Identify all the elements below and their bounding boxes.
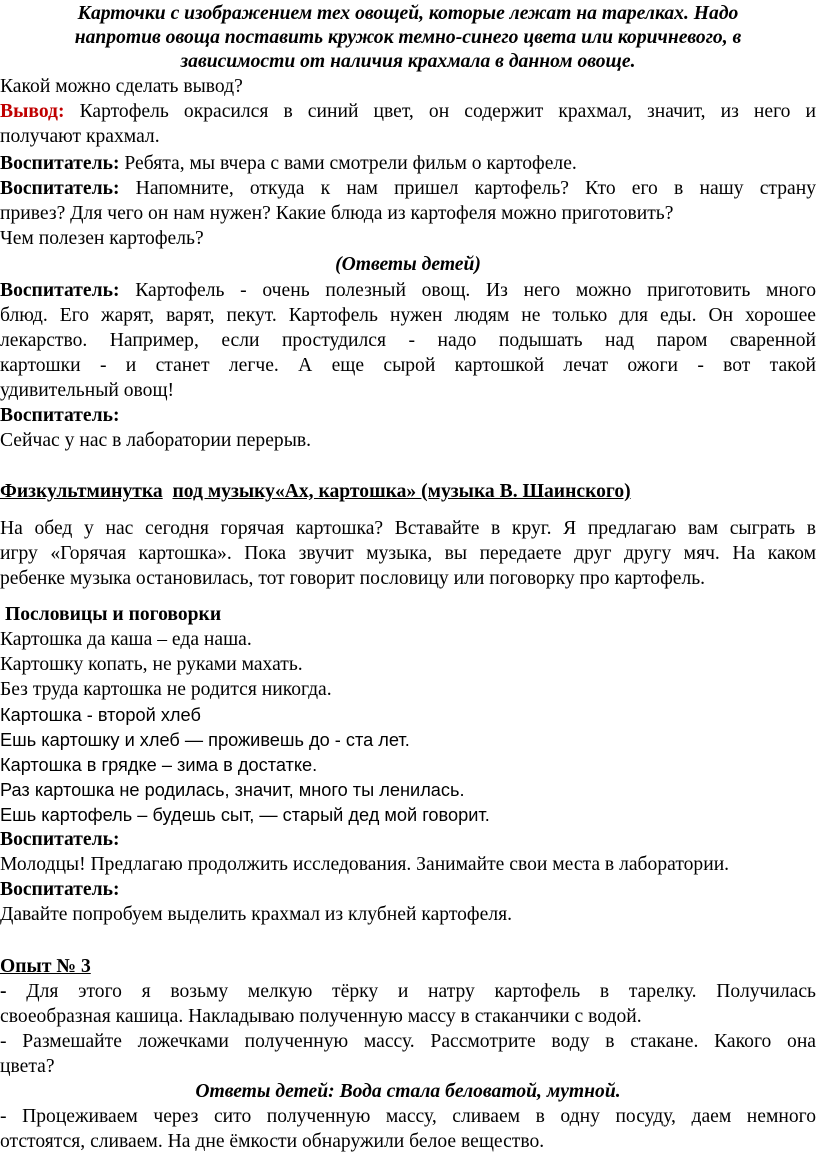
proverb-item: Картошка - второй хлеб [0, 705, 201, 725]
conclusion-text-1: Картофель окрасился в синий цвет, он содержит крахмал, значит, из него и [64, 101, 816, 122]
teacher-line-3 [0, 279, 816, 303]
proverb-item: Раз картошка не родилась, значит, много ты ленилась. [0, 780, 465, 800]
experiment-title [0, 955, 816, 979]
game-text-2: игру «Горячая картошка». Пока звучит музыка, вы передаете друг другу мяч. На каком [0, 543, 816, 564]
proverb-item: Картошка да каша – еда наша. [0, 629, 252, 650]
experiment-text-5: - Процеживаем через сито полученную массу, сливаем в одну посуду, даем немного [0, 1106, 816, 1127]
fizminutka-title: Физкультминутка [0, 481, 163, 502]
teacher-line-1 [0, 152, 816, 176]
fizminutka-heading [0, 480, 816, 504]
teacher-text-4: Сейчас у нас в лаборатории перерыв. [0, 430, 312, 451]
teacher-label: Воспитатель: [0, 829, 120, 850]
experiment-line-1 [0, 980, 816, 1004]
teacher-line-2 [0, 177, 816, 201]
proverbs-heading-text: Пословицы и поговорки [5, 604, 222, 625]
teacher-label: Воспитатель: [0, 153, 120, 174]
experiment-answer: Ответы детей: Вода стала беловатой, мутной. [195, 1081, 621, 1102]
teacher-text-5: Молодцы! Предлагаю продолжить исследования. Занимайте свои места в лаборатории. [0, 854, 730, 875]
experiment-text-4: цвета? [0, 1056, 55, 1077]
proverb-item: Картошку копать, не руками махать. [0, 654, 303, 675]
experiment-text-1: Для этого я возьму мелкую тёрку и натру картофель в тарелку. Получилась [6, 981, 816, 1002]
teacher-label-6 [0, 878, 816, 902]
children-answers: (Ответы детей) [335, 254, 481, 275]
conclusion-line-1 [0, 100, 816, 124]
teacher-text-3e: удивительный овощ! [0, 380, 175, 401]
teacher-text-2: Напомните, откуда к нам пришел картофель? Кто его в нашу страну [119, 178, 816, 199]
teacher-label-4 [0, 404, 816, 428]
conclusion-line-2: получают крахмал. [0, 126, 160, 147]
teacher-text-2c: Чем полезен картофель? [0, 228, 204, 249]
proverb-item: Без труда картошка не родится никогда. [0, 679, 332, 700]
proverb-item: Ешь картошку и хлеб — проживешь до - ста лет. [0, 730, 410, 750]
teacher-label: Воспитатель: [0, 280, 120, 301]
title-line-1: Карточки с изображением тех овощей, которые лежат на тарелках. Надо [77, 3, 739, 24]
teacher-text-3c: лекарство. Например, если простудился - надо подышать над паром сваренной [0, 330, 816, 351]
fizminutka-music: под музыку«Ах, картошка» (музыка В. Шаинского) [172, 481, 631, 502]
teacher-text-3d: картошки - и станет легче. А еще сырой картошкой лечат ожоги - вот такой [0, 355, 816, 376]
proverb-item: Ешь картофель – будешь сыт, — старый дед мой говорит. [0, 805, 490, 825]
experiment-title-text: Опыт № 3 [0, 956, 91, 977]
experiment-text-3: - Размешайте ложечками полученную массу. Рассмотрите воду в стакане. Какого она [0, 1031, 816, 1052]
proverb-item: Картошка в грядке – зима в достатке. [0, 755, 318, 775]
teacher-text-2b: привез? Для чего он нам нужен? Какие блюда из картофеля можно приготовить? [0, 203, 674, 224]
teacher-text-1: Ребята, мы вчера с вами смотрели фильм о картофеле. [119, 153, 577, 174]
title-line-3: зависимости от наличия крахмала в данном овоще. [180, 51, 636, 72]
teacher-text-6: Давайте попробуем выделить крахмал из клубней картофеля. [0, 904, 513, 925]
game-text-3: ребенке музыка остановилась, тот говорит пословицу или поговорку про картофель. [0, 568, 706, 589]
teacher-text-3b: блюд. Его жарят, варят, пекут. Картофель нужен людям не только для еды. Он хорошее [0, 305, 816, 326]
teacher-label: Воспитатель: [0, 879, 120, 900]
question-conclusion: Какой можно сделать вывод? [0, 76, 243, 97]
proverbs-heading [0, 603, 816, 627]
experiment-text-6: отстоятся, сливаем. На дне ёмкости обнаружили белое вещество. [0, 1131, 545, 1152]
experiment-text-2: своеобразная кашица. Накладываю полученную массу в стаканчики с водой. [0, 1006, 642, 1027]
teacher-label: Воспитатель: [0, 178, 120, 199]
game-text-1: На обед у нас сегодня горячая картошка? Вставайте в круг. Я предлагаю вам сыграть в [0, 518, 816, 539]
teacher-label: Воспитатель: [0, 405, 120, 426]
experiment-dash: - [0, 981, 7, 1002]
conclusion-label: Вывод: [0, 101, 65, 122]
title-line-2: напротив овоща поставить кружок темно-синего цвета или коричневого, в [74, 27, 742, 48]
teacher-label-5 [0, 828, 816, 852]
teacher-text-3: Картофель - очень полезный овощ. Из него можно приготовить много [119, 280, 816, 301]
